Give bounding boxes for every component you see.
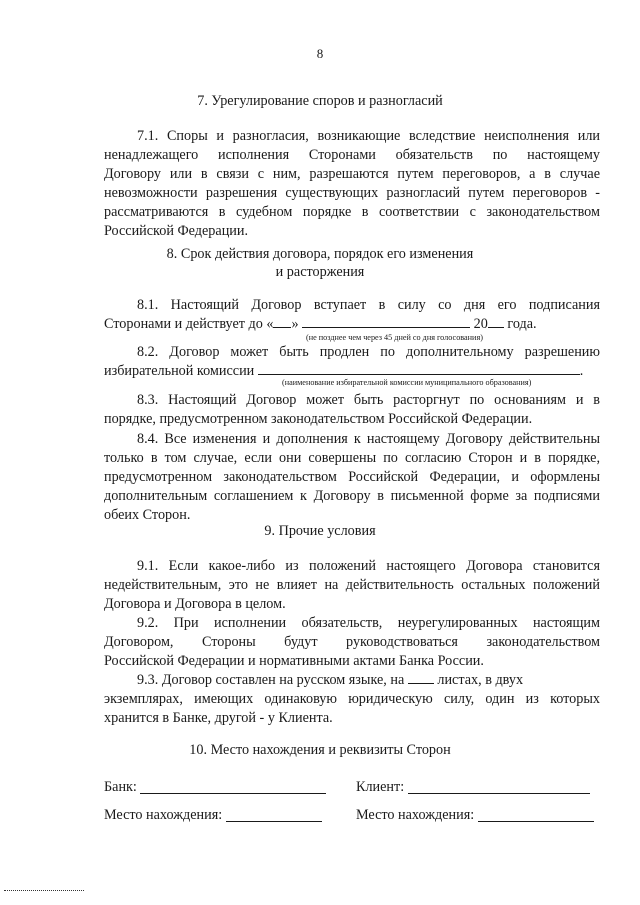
text-line: обеих Сторон.	[104, 507, 191, 523]
text-line: Российской Федерации и нормативными актами Банка России.	[104, 653, 484, 669]
paragraph-9-2	[104, 614, 600, 671]
client-location-field	[356, 806, 594, 825]
text-line: недействительным, это не влияет на действительность остальных положений	[104, 577, 600, 593]
bank-location-label: Место нахождения:	[104, 807, 223, 823]
bank-label: Банк:	[104, 779, 137, 795]
text-line: экземплярах, имеющих одинаковую юридическую силу, один из которых	[104, 691, 600, 707]
paragraph-8-1	[104, 296, 600, 334]
client-field	[356, 778, 590, 797]
text-line: Российской Федерации.	[104, 223, 249, 239]
day-blank	[273, 315, 291, 328]
text-line: избирательной комиссии .	[104, 363, 584, 379]
section-8-title-line2: и расторжения	[275, 264, 365, 280]
text-line: Договору или в связи с ним, разрешаются путем переговоров, а в случае	[104, 166, 600, 182]
client-label: Клиент:	[356, 779, 405, 795]
client-blank	[408, 781, 590, 794]
text-line: невозможности разрешения существующих разногласий путем переговоров -	[104, 185, 600, 201]
text-line: только в том случае, если они совершены по согласию Сторон и в порядке,	[104, 450, 600, 466]
page-number: 8	[316, 46, 324, 61]
text-line: 9.2. При исполнении обязательств, неурегулированных настоящим	[137, 615, 600, 631]
text-line: дополнительным соглашением к Договору в письменной форме за подписями	[104, 488, 600, 504]
text-line: Сторонами и действует до « » 20 года.	[104, 316, 537, 332]
client-location-label: Место нахождения:	[356, 807, 475, 823]
bank-blank	[140, 781, 326, 794]
bank-location-blank	[226, 809, 322, 822]
text-line: порядке, предусмотренном законодательством Российской Федерации.	[104, 411, 533, 427]
bank-location-field	[104, 806, 322, 825]
paragraph-9-1	[104, 557, 600, 614]
text-line: 8.1. Настоящий Договор вступает в силу со дня его подписания	[137, 297, 600, 313]
text-line: 9.1. Если какое-либо из положений настоящего Договора становится	[137, 558, 600, 574]
text-line: 8.4. Все изменения и дополнения к настоящему Договору действительны	[137, 431, 600, 447]
sheets-blank	[408, 671, 434, 684]
paragraph-8-4	[104, 430, 600, 525]
text-line: 9.3. Договор составлен на русском языке, на листах, в двух	[137, 672, 524, 688]
section-7-title: 7. Урегулирование споров и разногласий	[197, 93, 443, 109]
text-line: ненадлежащего исполнения Сторонами обязательств по настоящему	[104, 147, 600, 163]
text-line: 7.1. Споры и разногласия, возникающие вследствие неисполнения или	[137, 128, 600, 144]
text-line: хранится в Банке, другой - у Клиента.	[104, 710, 333, 726]
text-line: Договором, Стороны будут руководствоваться законодательством	[104, 634, 600, 650]
text-line: 8.2. Договор может быть продлен по дополнительному разрешению	[137, 344, 600, 360]
paragraph-7-1	[104, 127, 600, 241]
month-blank	[302, 315, 470, 328]
year-blank	[488, 315, 504, 328]
paragraph-8-3	[104, 391, 600, 429]
section-9-title: 9. Прочие условия	[264, 523, 376, 539]
section-8-title-line1: 8. Срок действия договора, порядок его изменения	[166, 246, 474, 262]
client-location-blank	[478, 809, 594, 822]
text-line: Договора и Договора в целом.	[104, 596, 286, 612]
paragraph-9-3	[104, 671, 600, 728]
text-line: предусмотренном законодательством Российской Федерации, и оформлены	[104, 469, 600, 485]
bank-field	[104, 778, 326, 797]
commission-blank	[258, 362, 580, 375]
section-10-title: 10. Место нахождения и реквизиты Сторон	[189, 742, 451, 758]
note-commission: (наименование избирательной комиссии муниципального образования)	[282, 378, 532, 387]
text-line: 8.3. Настоящий Договор может быть расторгнут по основаниям и в	[137, 392, 600, 408]
text-line: рассматриваются в судебном порядке в соответствии с законодательством	[104, 204, 600, 220]
paragraph-8-2	[104, 343, 600, 381]
footer-dotted-line	[4, 890, 84, 891]
note-deadline: (не позднее чем через 45 дней со дня голосования)	[306, 333, 483, 342]
